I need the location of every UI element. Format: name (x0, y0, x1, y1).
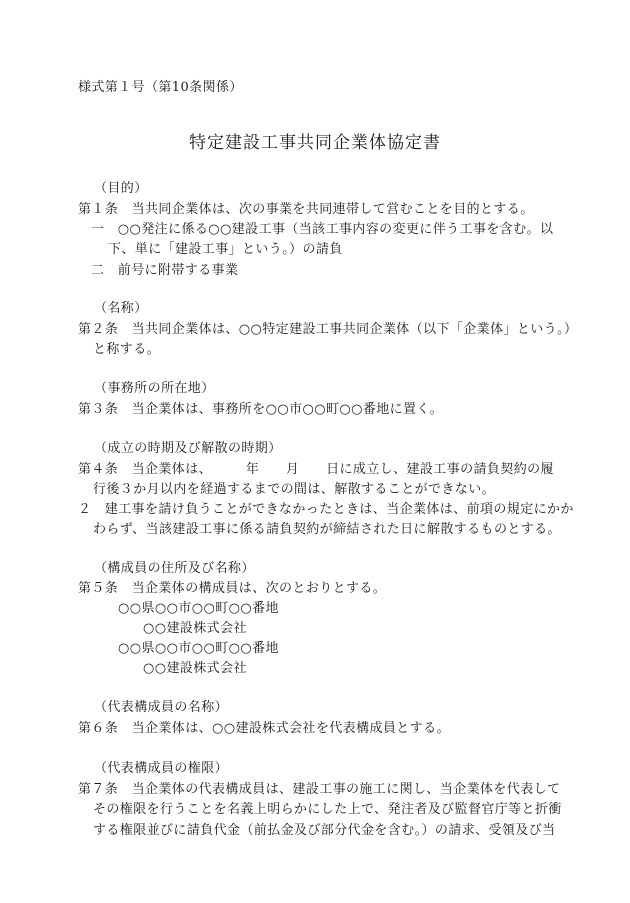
article2-heading: （名称） (94, 301, 148, 316)
article1-item1: 一 ○○発注に係る○○建設工事（当該工事内容の変更に伴う工事を含む。以 (91, 222, 554, 237)
article4-para2-cont: わらず、当該建設工事に係る請負契約が締結された日に解散するものとする。 (93, 522, 561, 537)
article3-text: 第３条 当企業体は、事務所を○○市○○町○○番地に置く。 (78, 402, 443, 417)
article4-para2: ２ 建工事を請け負うことができなかったときは、当企業体は、前項の規定にかか (78, 502, 574, 517)
member2-address: ○○県○○市○○町○○番地 (118, 641, 279, 656)
article1-item1-cont: 下、単に「建設工事」という。）の請負 (108, 242, 343, 257)
article2-text-cont: と称する。 (93, 342, 161, 357)
member1-address: ○○県○○市○○町○○番地 (118, 601, 279, 616)
article5-heading: （構成員の住所及び名称） (94, 561, 255, 576)
article1-heading: （目的） (94, 181, 148, 196)
article7-text-cont2: する権限並びに請負代金（前払金及び部分代金を含む。）の請求、受領及び当 (93, 823, 556, 838)
member1-company: ○○建設株式会社 (143, 621, 247, 636)
article6-text: 第６条 当企業体は、○○建設株式会社を代表構成員とする。 (78, 721, 450, 736)
article7-text: 第７条 当企業体の代表構成員は、建設工事の施工に関し、当企業体を代表して (78, 782, 561, 797)
article4-heading: （成立の時期及び解散の時期） (94, 441, 282, 456)
article1-text: 第１条 当共同企業体は、次の事業を共同連帯して営むことを目的とする。 (78, 202, 534, 217)
article7-text-cont1: その権限を行うことを名義上明らかにした上で、発注者及び監督官庁等と折衝 (93, 802, 562, 817)
form-label: 様式第１号（第10条関係） (78, 80, 243, 95)
article7-heading: （代表構成員の権限） (94, 761, 229, 776)
article6-heading: （代表構成員の名称） (94, 700, 229, 715)
article2-text: 第２条 当共同企業体は、○○特定建設工事共同企業体（以下「企業体」という。） (78, 322, 578, 337)
article4-text-cont: 行後３か月以内を経過するまでの間は、解散することができない。 (93, 482, 496, 497)
member2-company: ○○建設株式会社 (143, 661, 247, 676)
article4-text: 第４条 当企業体は、 年 月 日に成立し、建設工事の請負契約の履 (78, 462, 554, 477)
document-title: 特定建設工事共同企業体協定書 (189, 133, 441, 153)
article1-item2: 二 前号に附帯する事業 (91, 263, 239, 278)
article3-heading: （事務所の所在地） (94, 381, 215, 396)
article5-text: 第５条 当企業体の構成員は、次のとおりとする。 (78, 581, 387, 596)
